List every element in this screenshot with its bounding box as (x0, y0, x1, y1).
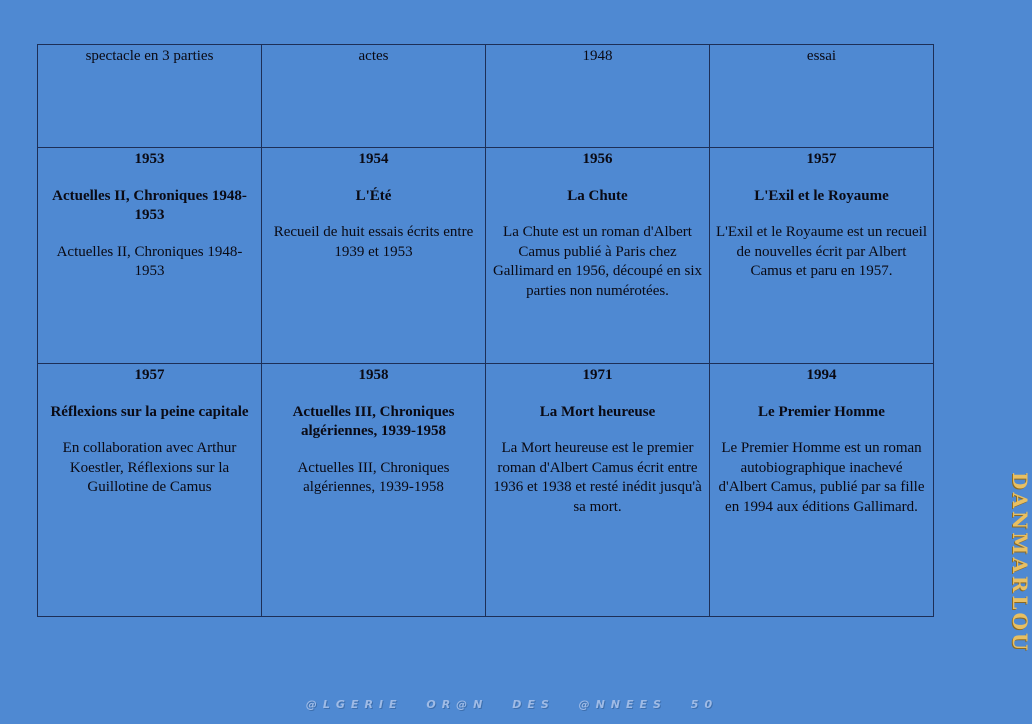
cell-year: 1954 (358, 151, 389, 167)
table-cell (710, 148, 934, 364)
table-cell (486, 364, 710, 617)
cell-year: 1957 (134, 367, 165, 383)
table-cell (262, 45, 486, 148)
table-cell (38, 148, 262, 364)
cell-description: En collaboration avec Arthur Koestler, Réflexions sur la Guillotine de Camus (62, 440, 237, 495)
cell-description: Le Premier Homme est un roman autobiographique inachevé d'Albert Camus, publié par sa fille en 1994 aux éditions Gallimard. (718, 440, 925, 515)
cell-description: La Mort heureuse est le premier roman d'Albert Camus écrit entre 1936 et 1938 et resté inédit jusqu'à sa mort. (493, 440, 702, 515)
table-row (38, 45, 934, 148)
cell-year: 1958 (358, 367, 389, 383)
table-cell (710, 364, 934, 617)
cell-title: L'Été (355, 187, 392, 204)
cell-year: 1957 (806, 151, 837, 167)
cell-description: Actuelles II, Chroniques 1948-1953 (56, 243, 243, 279)
table-cell (262, 364, 486, 617)
cell-title: La Mort heureuse (539, 403, 656, 420)
cell-title: Le Premier Homme (758, 403, 885, 420)
cell-title: La Chute (567, 187, 628, 204)
cell-title: L'Exil et le Royaume (754, 187, 889, 204)
cell-description: Recueil de huit essais écrits entre 1939 et 1953 (273, 224, 474, 260)
table-cell (38, 364, 262, 617)
table-row (38, 364, 934, 617)
cell-year: 1956 (582, 151, 613, 167)
table-cell (486, 45, 710, 148)
cell-year: 1971 (582, 367, 613, 383)
cell-description: Actuelles III, Chroniques algériennes, 1939-1958 (297, 459, 450, 495)
works-table (37, 44, 934, 617)
cell-title: Réflexions sur la peine capitale (50, 403, 249, 420)
cell-description: 1948 (582, 48, 613, 64)
cell-year: 1953 (134, 151, 165, 167)
cell-title: Actuelles III, Chroniques algériennes, 1939-1958 (292, 403, 455, 439)
table-cell (710, 45, 934, 148)
cell-description: essai (806, 48, 837, 64)
table-cell (262, 148, 486, 364)
cell-year: 1994 (806, 367, 837, 383)
side-signature: DANMARLOU (1008, 472, 1032, 654)
footer-caption: @LGERIE OR@N DES @NNEES 50 (305, 698, 719, 711)
table-row (38, 148, 934, 364)
cell-title: Actuelles II, Chroniques 1948-1953 (52, 187, 247, 223)
cell-description: actes (358, 48, 389, 64)
table-cell (38, 45, 262, 148)
cell-description: La Chute est un roman d'Albert Camus publié à Paris chez Gallimard en 1956, découpé en six parties non numérotées. (492, 224, 703, 299)
cell-description: spectacle en 3 parties (85, 48, 214, 64)
table-cell (486, 148, 710, 364)
cell-description: L'Exil et le Royaume est un recueil de nouvelles écrit par Albert Camus et paru en 1957. (716, 224, 927, 279)
